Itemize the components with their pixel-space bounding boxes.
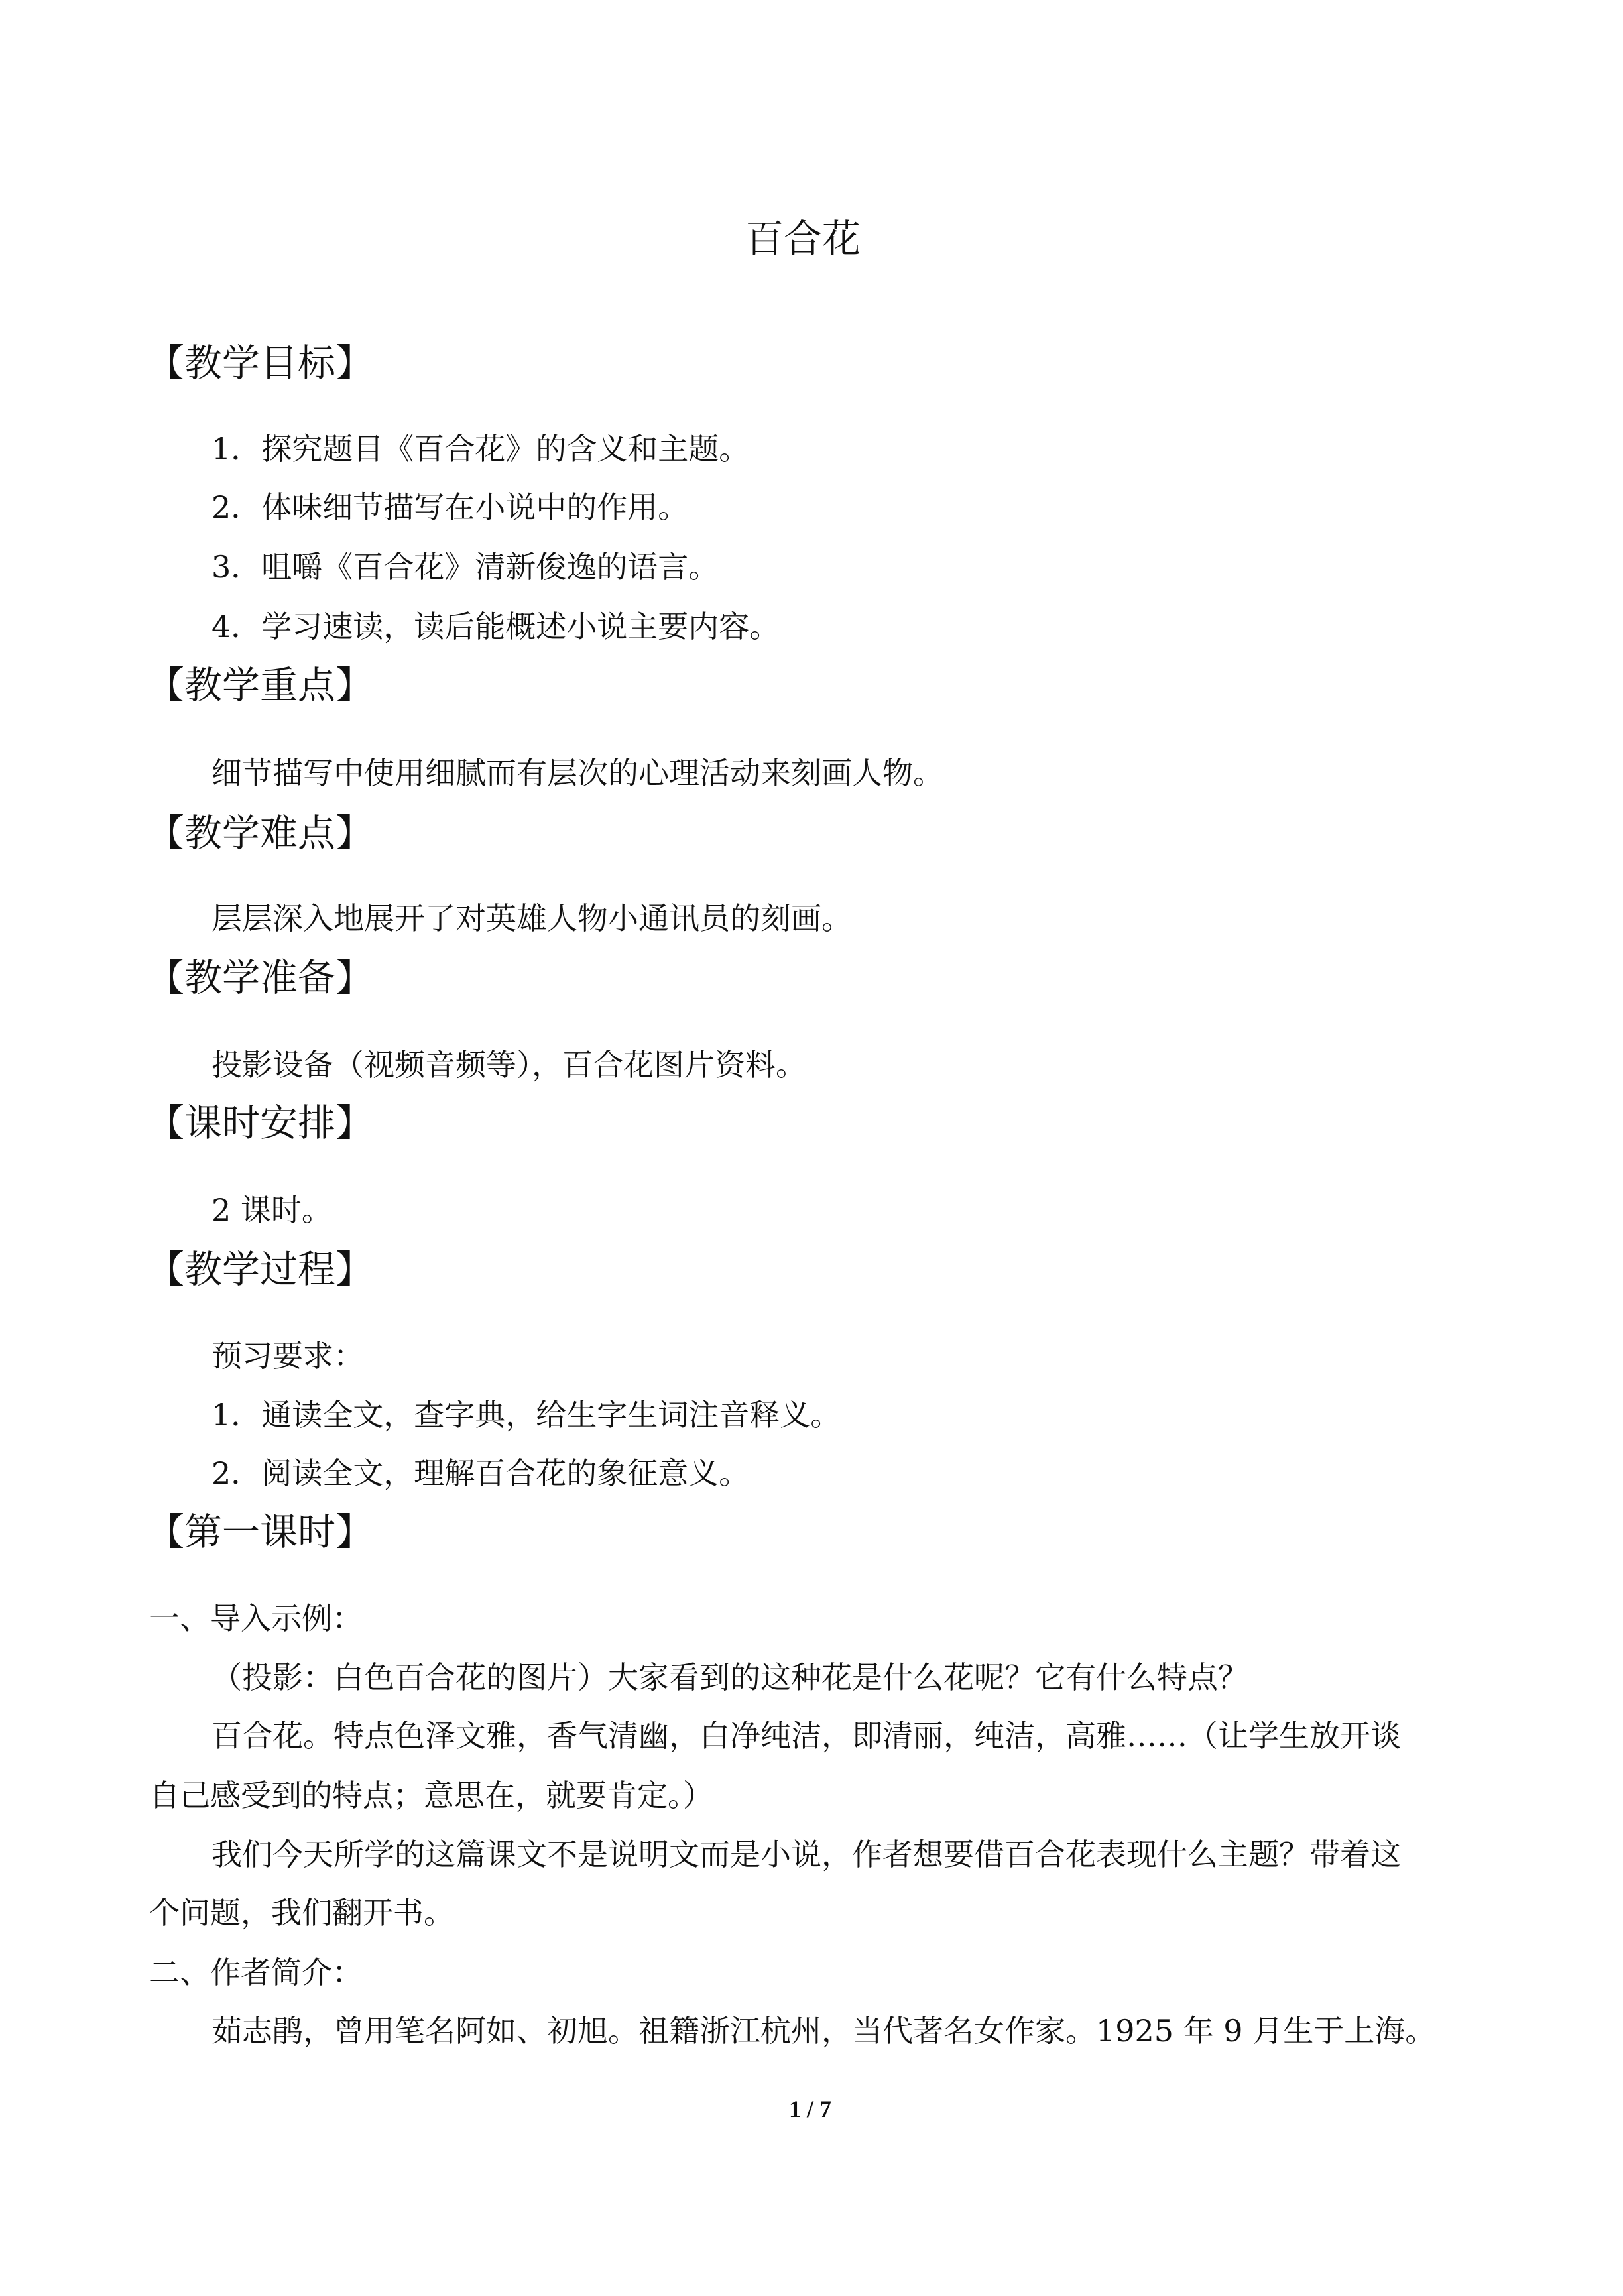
process-item-2: 2．阅读全文，理解百合花的象征意义。 [211,1455,750,1491]
process-item-1: 1．通读全文，查字典，给生字生词注音释义。 [211,1397,841,1433]
process-intro: 预习要求： [211,1338,364,1374]
heading-preparation: 【教学准备】 [147,956,373,1000]
schedule-text: 2 课时。 [211,1192,332,1228]
key-points-text: 细节描写中使用细腻而有层次的心理活动来刻画人物。 [211,755,943,791]
lesson1-part2-title: 二、作者简介： [149,1955,363,1990]
page-number: 1 / 7 [789,2096,832,2122]
heading-goals: 【教学目标】 [147,341,373,385]
lesson1-paragraph-2-line-2: 自己感受到的特点；意思在，就要肯定。） [149,1778,713,1813]
lesson1-paragraph-4: 茹志鹃，曾用笔名阿如、初旭。祖籍浙江杭州，当代著名女作家。1925 年 9 月生于上海。 [211,2013,1436,2049]
difficulties-text: 层层深入地展开了对英雄人物小通讯员的刻画。 [211,900,852,936]
lesson1-paragraph-2-line-1: 百合花。特点色泽文雅，香气清幽，白净纯洁，即清丽，纯洁，高雅……（让学生放开谈 [211,1718,1401,1754]
heading-schedule: 【课时安排】 [147,1101,373,1145]
goal-item-3: 3．咀嚼《百合花》清新俊逸的语言。 [211,549,719,585]
lesson1-paragraph-3-line-1: 我们今天所学的这篇课文不是说明文而是小说，作者想要借百合花表现什么主题？带着这 [211,1837,1401,1872]
lesson1-paragraph-1: （投影：白色百合花的图片）大家看到的这种花是什么花呢？它有什么特点？ [211,1660,1248,1695]
document-title: 百合花 [745,216,861,261]
preparation-text: 投影设备（视频音频等），百合花图片资料。 [211,1047,806,1083]
heading-lesson1: 【第一课时】 [147,1510,373,1554]
heading-difficulties: 【教学难点】 [147,812,373,855]
heading-key-points: 【教学重点】 [147,664,373,707]
goal-item-2: 2．体味细节描写在小说中的作用。 [211,489,689,525]
goal-item-4: 4．学习速读，读后能概述小说主要内容。 [211,609,780,644]
heading-process: 【教学过程】 [147,1248,373,1292]
lesson1-part1-title: 一、导入示例： [149,1601,363,1636]
lesson1-paragraph-3-line-2: 个问题，我们翻开书。 [149,1895,454,1931]
goal-item-1: 1．探究题目《百合花》的含义和主题。 [211,431,750,467]
